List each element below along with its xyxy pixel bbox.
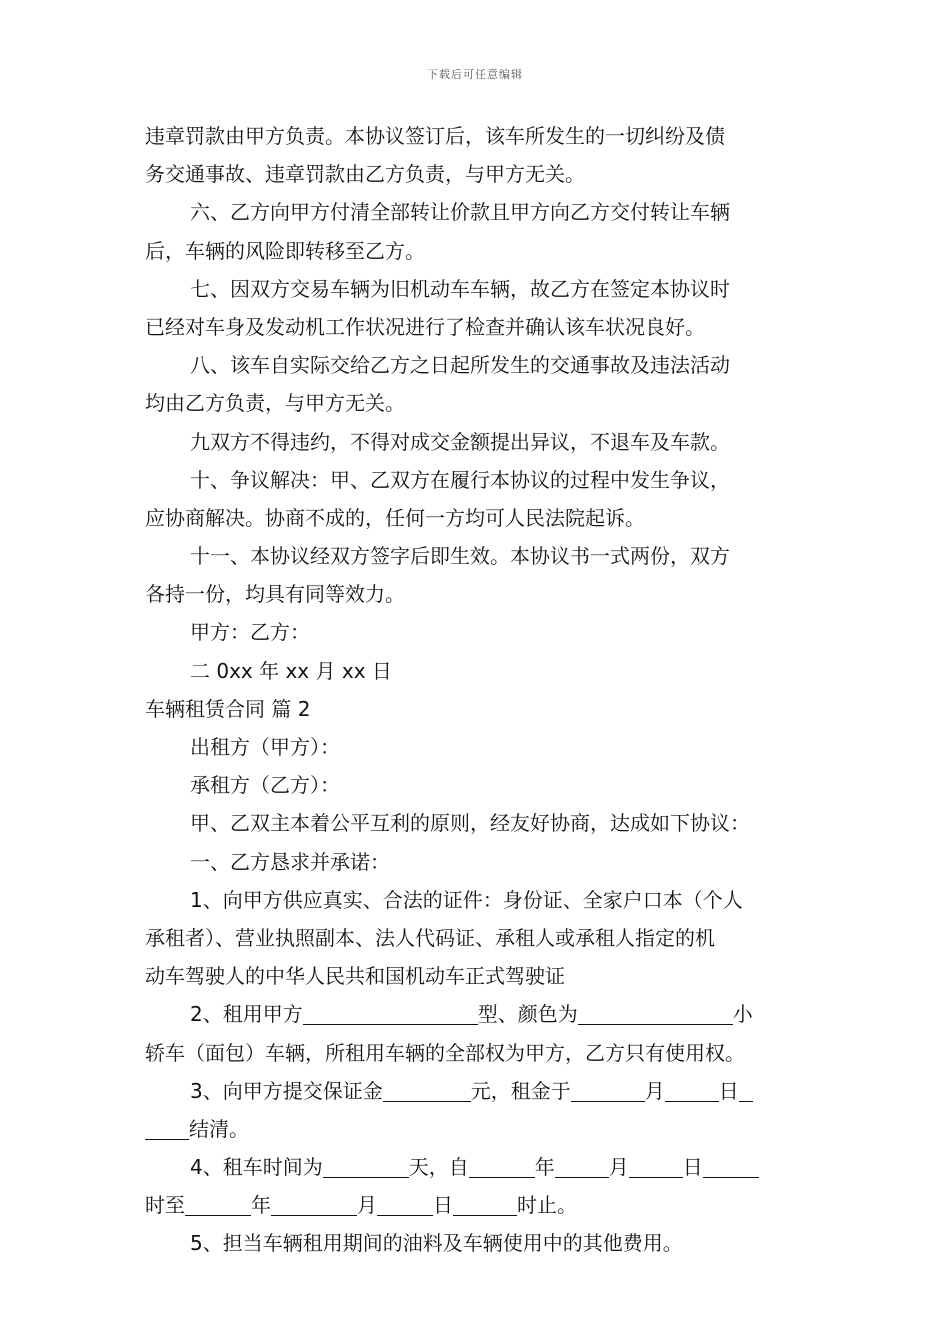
date-line: 二 0xx 年 xx 月 xx 日 <box>190 658 392 683</box>
text-line: 六、乙方向甲方付清全部转让价款且甲方向乙方交付转让车辆 <box>190 200 730 225</box>
clause-text: 年 <box>251 1193 271 1218</box>
text-line: 十、争议解决：甲、乙双方在履行本协议的过程中发生争议， <box>190 467 730 492</box>
clause-text: 月 <box>357 1193 377 1218</box>
blank-start-day <box>629 1156 683 1178</box>
lessor-line: 出租方（甲方）： <box>190 735 340 759</box>
text-line: 承租者）、营业执照副本、法人代码证、承租人或承租人指定的机 <box>145 925 715 950</box>
blank-vehicle-model <box>303 1003 478 1025</box>
document-body <box>145 117 810 1263</box>
blank-deposit <box>383 1080 471 1102</box>
blank-days <box>323 1156 409 1178</box>
text-line: 九双方不得违约，不得对成交金额提出异议，不退车及车款。 <box>190 429 730 454</box>
signature-line: 甲方：乙方： <box>190 620 310 645</box>
text-line: 5、担当车辆租用期间的油料及车辆使用中的其他费用。 <box>190 1231 683 1256</box>
text-line: 八、该车自实际交给乙方之日起所发生的交通事故及违法活动 <box>190 353 730 378</box>
clause-3-line-2 <box>145 1110 810 1148</box>
clause-text: 日 <box>682 1155 703 1180</box>
clause-text: 年 <box>534 1155 555 1180</box>
blank-day <box>665 1080 719 1102</box>
blank-end-day <box>377 1194 433 1216</box>
blank-continued <box>145 1118 189 1140</box>
clause-text: 3、向甲方提交保证金 <box>190 1078 383 1103</box>
text-line: 七、因双方交易车辆为旧机动车车辆，故乙方在签定本协议时 <box>190 276 730 301</box>
clause-text: 2、租用甲方 <box>190 1002 303 1027</box>
text-line: 各持一份，均具有同等效力。 <box>145 582 405 607</box>
blank-end-year <box>185 1194 251 1216</box>
clause-text: 时至 <box>145 1193 185 1218</box>
clause-text: 日 <box>718 1078 739 1103</box>
blank-start-year <box>469 1156 535 1178</box>
clause-4-line-2 <box>145 1186 810 1224</box>
text-line: 甲、乙双主本着公平互利的原则，经友好协商，达成如下协议： <box>190 811 750 836</box>
blank-end-hour <box>453 1194 517 1216</box>
lessee-line: 承租方（乙方）： <box>190 773 340 798</box>
clause-text: 月 <box>608 1155 629 1180</box>
clause-text: 月 <box>644 1078 665 1103</box>
page-header: 下载后可任意编辑 <box>427 68 523 81</box>
text-line: 1、向甲方供应真实、合法的证件：身份证、全家户口本（个人 <box>190 887 743 912</box>
blank-start-month <box>555 1156 609 1178</box>
clause-3-line <box>145 1072 810 1110</box>
clause-text: 日 <box>433 1193 453 1218</box>
clause-4-line <box>145 1148 810 1186</box>
text-line: 已经对车身及发动机工作状况进行了检查并确认该车状况良好。 <box>145 314 705 339</box>
text-line: 十一、本协议经双方签字后即生效。本协议书一式两份，双方 <box>190 544 730 569</box>
text-line: 违章罚款由甲方负责。本协议签订后，该车所发生的一切纠纷及债 <box>145 124 725 148</box>
clause-text: 结清。 <box>189 1116 249 1141</box>
clause-text: 小 <box>732 1002 753 1027</box>
clause-text: 元，租金于 <box>470 1078 571 1103</box>
blank-month <box>571 1080 645 1102</box>
blank-start-hour <box>703 1156 759 1178</box>
text-line: 后，车辆的风险即转移至乙方。 <box>145 238 425 263</box>
clause-text: 天，自 <box>408 1155 469 1180</box>
text-line: 务交通事故、违章罚款由乙方负责，与甲方无关。 <box>145 162 585 187</box>
text-line: 一、乙方恳求并承诺： <box>190 849 390 874</box>
clause-text: 时止。 <box>517 1193 577 1218</box>
clause-2-line <box>145 995 810 1033</box>
blank-color <box>578 1003 733 1025</box>
text-line: 动车驾驶人的中华人民共和国机动车正式驾驶证 <box>145 964 565 989</box>
clause-text: 型、颜色为 <box>477 1002 578 1027</box>
section-title: 车辆租赁合同 篇 2 <box>145 696 311 721</box>
clause-text: 4、租车时间为 <box>190 1155 323 1180</box>
text-line: 应协商解决。协商不成的，任何一方均可人民法院起诉。 <box>145 505 645 530</box>
text-line: 均由乙方负责，与甲方无关。 <box>145 391 405 416</box>
blank-end-month <box>271 1194 357 1216</box>
text-line: 轿车（面包）车辆，所租用车辆的全部权为甲方，乙方只有使用权。 <box>145 1040 745 1065</box>
blank-continued <box>739 1080 753 1102</box>
